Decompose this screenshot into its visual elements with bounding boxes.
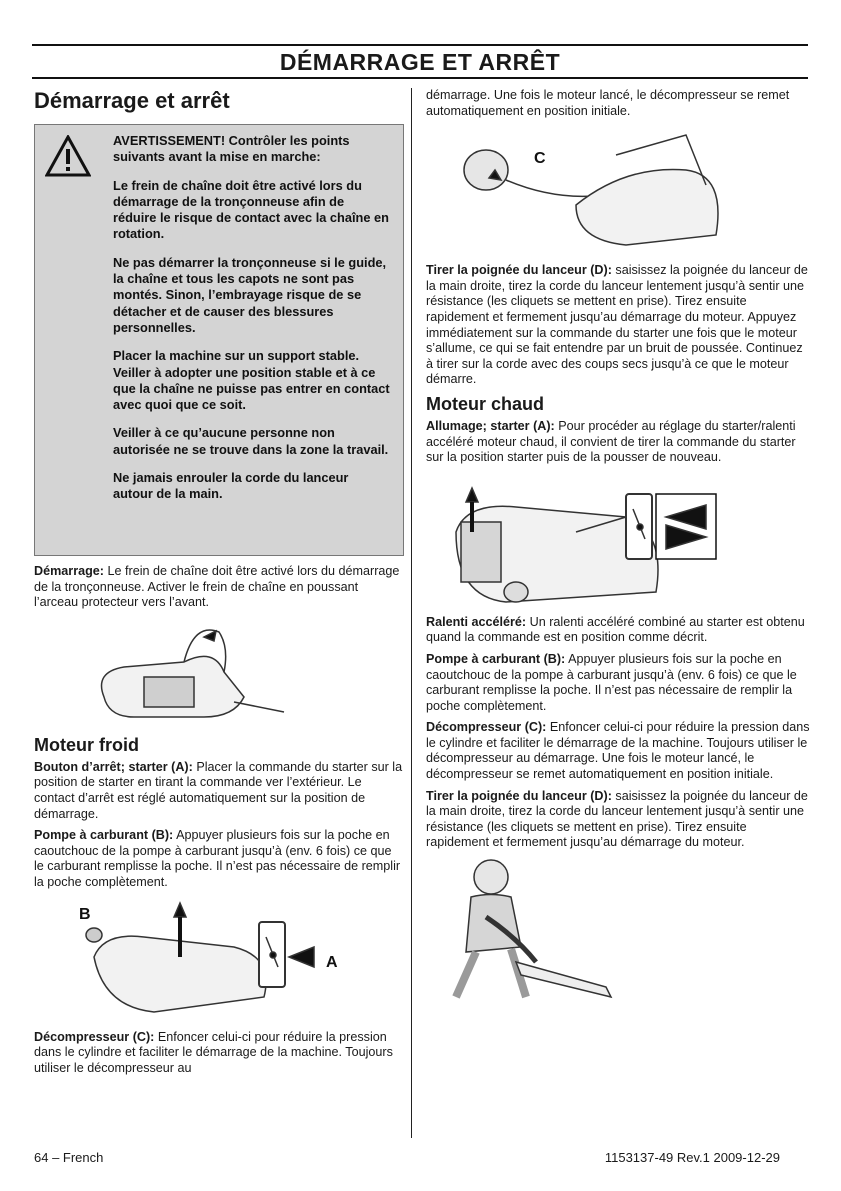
ralenti-paragraph	[426, 615, 811, 646]
allumage-label: Allumage; starter (A):	[426, 418, 555, 433]
warning-item: Veiller à ce qu’aucune personne non autorisée ne se trouve dans la zone la travail.	[113, 425, 389, 457]
header-rule-bottom	[32, 77, 808, 79]
pompe-paragraph	[34, 828, 404, 890]
warning-item: Placer la machine sur un support stable. Veiller à adopter une position stable et à ce que la chaîne ne puisse pas entrer en contact avec quoi que ce soit.	[113, 348, 390, 413]
ralenti-label: Ralenti accéléré:	[426, 614, 527, 629]
moteur-chaud-heading: Moteur chaud	[426, 393, 545, 414]
tirer-paragraph	[426, 263, 811, 388]
figure-label-a: A	[326, 953, 338, 971]
allumage-text: Pour procéder au réglage du starter/ralenti accéléré moteur chaud, il convient de tirer la commande du starter sur la position starter puis de la pousser de nouveau.	[426, 418, 796, 465]
warning-box	[34, 124, 404, 556]
decomp2-label: Décompresseur (C):	[426, 720, 547, 735]
bouton-text: Placer la commande du starter sur la position de starter en tirant la commande ver l’extérieur. Le contact d’arrêt est réglé automatiquement sur la position de démarrage.	[34, 759, 403, 821]
decomp-paragraph	[34, 1030, 404, 1077]
pompe-text: Appuyer plusieurs fois sur la poche en caoutchouc de la pompe à carburant jusqu’à (env. 6 fois) ce que le carburant remplisse la poche. Il n’est pas nécessaire de remplir la poche complètement.	[34, 828, 401, 889]
warm-start-figure	[426, 472, 811, 607]
chain-brake-figure	[34, 617, 404, 727]
right-column	[426, 88, 811, 1015]
pompe2-label: Pompe à carburant (B):	[426, 651, 566, 666]
warning-heading: AVERTISSEMENT! Contrôler les points suivants avant la mise en marche:	[113, 133, 350, 165]
starter-figure	[34, 897, 404, 1022]
demarrage-text: Le frein de chaîne doit être activé lors du démarrage de la tronçonneuse. Activer le frein de chaîne en poussant l’arceau protecteur vers l’avant.	[34, 564, 400, 610]
decomp-label: Décompresseur (C):	[34, 1029, 155, 1044]
header-rule-top	[32, 44, 808, 46]
operator-figure	[426, 857, 811, 1007]
allumage-paragraph	[426, 419, 811, 466]
decomp2-text: Enfoncer celui-ci pour réduire la pression dans le cylindre et faciliter le démarrage de la machine. Toujours utiliser le décompresseur au démarrage. Une fois le moteur lancé, le décompresseur se remet automatiquement en position initiale.	[426, 720, 810, 782]
section-title: Démarrage et arrêt	[34, 88, 230, 113]
figure-label-b: B	[79, 905, 91, 923]
ralenti-text: Un ralenti accéléré combiné au starter est obtenu quand la commande est en position comme décrit.	[426, 614, 805, 645]
demarrage-label: Démarrage:	[34, 564, 104, 578]
tirer2-label: Tirer la poignée du lanceur (D):	[426, 788, 612, 803]
column-divider	[411, 88, 412, 1138]
bouton-paragraph	[34, 760, 404, 822]
left-column	[34, 88, 404, 1082]
tirer-text: saisissez la poignée du lanceur de la main droite, tirez la corde du lanceur lentement jusqu’à sentir une résistance (les cliquets se mettent en prise). Tirez ensuite rapidement et fermement jusqu’au démarrage du moteur. Appuyez immédiatement sur la commande du starter une fois que le moteur s’allume, ce qui se fait entendre par un bruit de poussée. Continuez à tirer sur la corde avec des coups secs jusqu’à ce que le moteur démarre.	[426, 263, 808, 387]
footer-page-number: 64 – French	[34, 1150, 104, 1165]
moteur-froid-heading: Moteur froid	[34, 734, 139, 755]
figure-label-c: C	[534, 150, 546, 168]
decomp2-paragraph	[426, 720, 811, 782]
tirer-label: Tirer la poignée du lanceur (D):	[426, 263, 612, 278]
demarrage-paragraph	[34, 564, 404, 611]
warning-item: Le frein de chaîne doit être activé lors du démarrage de la tronçonneuse afin de réduire le risque de contact avec la chaîne en rotation.	[113, 177, 389, 242]
bouton-label: Bouton d’arrêt; starter (A):	[34, 759, 193, 774]
page-title: DÉMARRAGE ET ARRÊT	[279, 49, 561, 75]
decompressor-figure	[426, 125, 811, 255]
warning-item: Ne jamais enrouler la corde du lanceur autour de la main.	[113, 470, 349, 502]
footer-document-id: 1153137-49 Rev.1 2009-12-29	[604, 1150, 780, 1165]
tirer2-paragraph	[426, 789, 811, 851]
tirer2-text: saisissez la poignée du lanceur de la main droite, tirez la corde du lanceur lentement jusqu’à sentir une résistance (les cliquets se mettent en prise). Tirez ensuite rapidement et fermement jusqu’au démarrage du moteur.	[426, 788, 808, 850]
continued-paragraph: démarrage. Une fois le moteur lancé, le décompresseur se remet automatiquement en position initiale.	[426, 88, 790, 118]
warning-item: Ne pas démarrer la tronçonneuse si le guide, la chaîne et tous les capots ne sont pas montés. Sinon, l’embrayage risque de se détacher et de causer des blessures personnelles.	[113, 254, 387, 335]
pompe-label: Pompe à carburant (B):	[34, 828, 174, 843]
warning-triangle-icon	[45, 135, 91, 177]
decomp-text: Enfoncer celui-ci pour réduire la pression dans le cylindre et faciliter le démarrage de la machine. Toujours utiliser le décompresseur au	[34, 1029, 393, 1075]
pompe2-paragraph	[426, 652, 811, 714]
pompe2-text: Appuyer plusieurs fois sur la poche en caoutchouc de la pompe à carburant jusqu’à (env. 6 fois) ce que le carburant remplisse la poche. Il n’est pas nécessaire de remplir la poche complètement.	[426, 651, 797, 713]
